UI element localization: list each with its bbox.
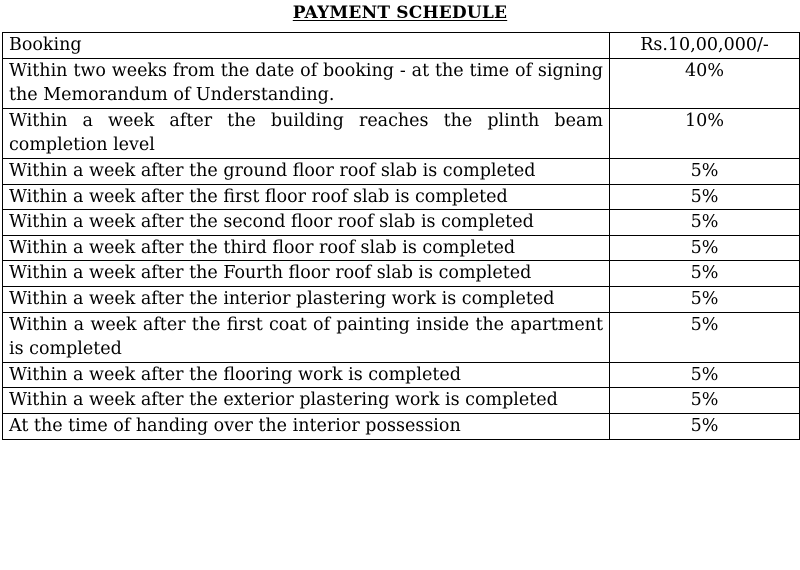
table-row: [3, 261, 800, 287]
row-description: Booking: [3, 33, 610, 59]
payment-schedule-table: [2, 32, 800, 440]
row-value: 5%: [610, 235, 800, 261]
table-row: [3, 235, 800, 261]
row-description: Within a week after the building reaches the plinth beam completion level: [3, 108, 610, 158]
row-description: Within a week after the ground floor roof slab is completed: [3, 158, 610, 184]
table-row: [3, 286, 800, 312]
row-value: 5%: [610, 158, 800, 184]
row-value: 5%: [610, 286, 800, 312]
row-value: 5%: [610, 312, 800, 362]
table-row: [3, 312, 800, 362]
row-description: Within a week after the first floor roof slab is completed: [3, 184, 610, 210]
row-value: 5%: [610, 362, 800, 388]
row-description: Within a week after the exterior plastering work is completed: [3, 388, 610, 414]
row-value: 5%: [610, 261, 800, 287]
row-value: 5%: [610, 210, 800, 236]
row-value: 40%: [610, 58, 800, 108]
row-value: Rs.10,00,000/-: [610, 33, 800, 59]
table-row: [3, 108, 800, 158]
row-description: Within a week after the Fourth floor roof slab is completed: [3, 261, 610, 287]
table-row: [3, 210, 800, 236]
table-row: [3, 388, 800, 414]
row-value: 5%: [610, 388, 800, 414]
table-row: [3, 58, 800, 108]
table-row: [3, 184, 800, 210]
row-description: Within a week after the third floor roof slab is completed: [3, 235, 610, 261]
page-title-text: PAYMENT SCHEDULE: [292, 3, 508, 23]
table-row: [3, 158, 800, 184]
row-description: Within a week after the first coat of painting inside the apartment is completed: [3, 312, 610, 362]
row-value: 10%: [610, 108, 800, 158]
table-row: [3, 362, 800, 388]
row-description: Within two weeks from the date of booking - at the time of signing the Memorandum of Understanding.: [3, 58, 610, 108]
row-description: At the time of handing over the interior possession: [3, 413, 610, 439]
page-title: [0, 2, 800, 24]
table-row: [3, 33, 800, 59]
table-row: [3, 413, 800, 439]
row-value: 5%: [610, 413, 800, 439]
row-description: Within a week after the second floor roof slab is completed: [3, 210, 610, 236]
row-description: Within a week after the flooring work is completed: [3, 362, 610, 388]
row-description: Within a week after the interior plastering work is completed: [3, 286, 610, 312]
row-value: 5%: [610, 184, 800, 210]
